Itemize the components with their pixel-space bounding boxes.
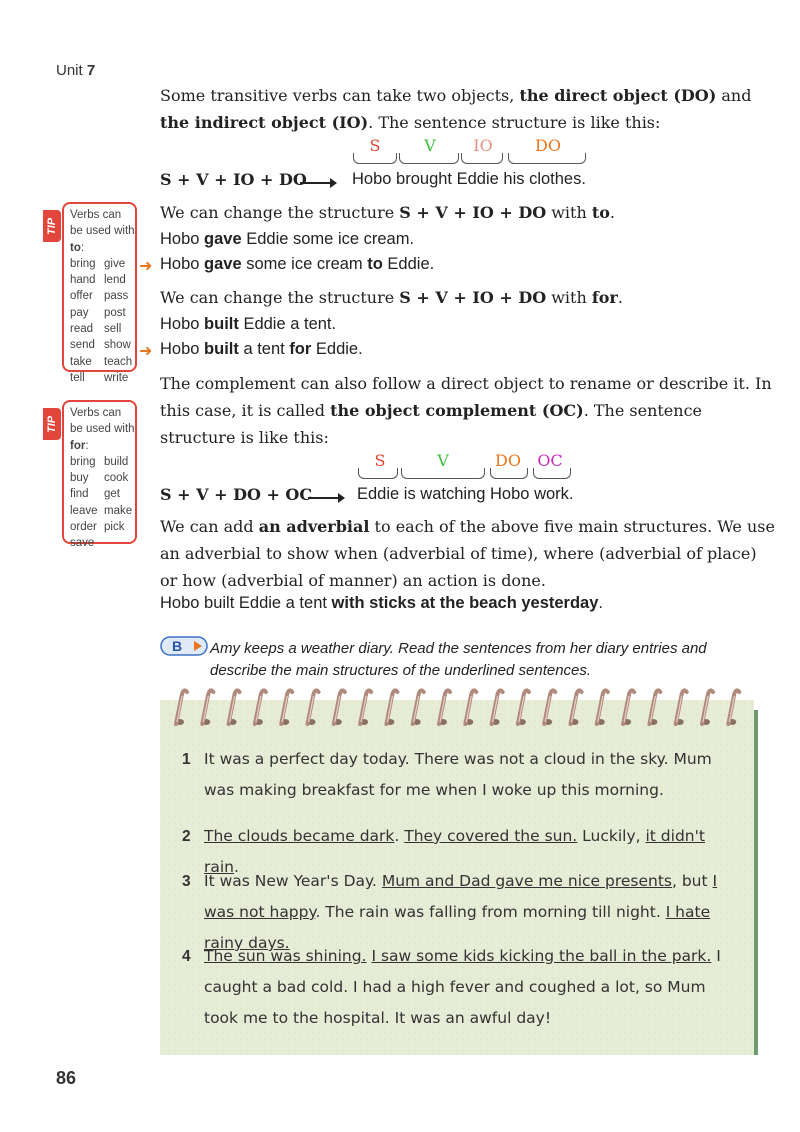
example-sentence: Eddie is watching Hobo work. <box>357 485 574 503</box>
tip-verb: save <box>70 537 95 550</box>
brace <box>358 468 398 479</box>
spiral-ring <box>281 690 292 725</box>
tip-verb: bring <box>70 455 96 468</box>
page-number: 86 <box>56 1068 77 1088</box>
tip-verb: teach <box>104 355 133 368</box>
example-sentence: Hobo brought Eddie his clothes. <box>352 170 586 188</box>
arrow-right-icon: ➜ <box>139 256 153 275</box>
exercise-instruction: Amy keeps a weather diary. Read the sentences from her diary entries and describe the main structures of the underlined sentences. <box>210 640 707 679</box>
for-example-1: Hobo built Eddie a tent. <box>160 315 337 333</box>
tip-verb: tell <box>70 371 85 384</box>
tip-verb: offer <box>70 290 93 303</box>
tip-verb: cook <box>104 472 129 485</box>
tip-verb: give <box>104 257 126 270</box>
label-do: DO <box>535 136 561 155</box>
label-io: IO <box>473 136 493 155</box>
spiral-ring <box>465 690 476 725</box>
brace <box>399 153 459 164</box>
spiral-ring <box>360 690 371 725</box>
tip-verb: pass <box>104 290 129 303</box>
spiral-ring <box>334 690 345 725</box>
spiral-ring <box>623 690 634 725</box>
spiral-binding <box>160 686 754 730</box>
to-intro: We can change the structure S + V + IO + DO with to. <box>160 203 615 222</box>
label-do: DO <box>495 451 521 470</box>
label-v: V <box>437 451 449 470</box>
label-s: S <box>369 136 381 155</box>
structure-formula: S + V + DO + OC <box>160 485 313 504</box>
tip-verb: read <box>70 323 94 336</box>
tip-verb: leave <box>70 504 98 517</box>
structure-formula: S + V + IO + DO <box>160 170 307 189</box>
brace <box>533 468 571 479</box>
intro-paragraph: Some transitive verbs can take two objects, the direct object (DO) and the indirect object (IO). The sentence structure is like this: <box>160 86 752 132</box>
brace <box>461 153 503 164</box>
label-s: S <box>374 451 386 470</box>
spiral-ring <box>492 690 503 725</box>
tip-verb: buy <box>70 472 89 485</box>
tip-verb: find <box>70 488 89 501</box>
adverbial-paragraph: We can add an adverbial to each of the above five main structures. We use an adverbial to show when (adverbial of time), where (adverbial of place) or how (adverbial of manner) an action is done. <box>160 517 775 590</box>
spiral-ring <box>202 690 213 725</box>
tip-verb: build <box>104 455 129 468</box>
tip-verb: show <box>104 339 131 352</box>
spiral-ring <box>597 690 608 725</box>
to-example-1: Hobo gave Eddie some ice cream. <box>160 230 415 248</box>
spiral-ring <box>413 690 424 725</box>
spiral-ring <box>571 690 582 725</box>
tip-verb: hand <box>70 274 96 287</box>
arrow-right-icon: ➜ <box>139 341 153 360</box>
spiral-ring <box>728 690 739 725</box>
for-example-2: Hobo built a tent for Eddie. <box>160 340 363 358</box>
tip-box-for <box>62 400 137 550</box>
brace <box>490 468 528 479</box>
arrow-icon <box>300 177 338 189</box>
label-v: V <box>424 136 436 155</box>
tip-verb: post <box>104 306 126 319</box>
brace <box>401 468 485 479</box>
spiral-ring <box>518 690 529 725</box>
svg-text:B: B <box>172 638 183 654</box>
tip-verb: make <box>104 504 133 517</box>
unit-heading: Unit 7 <box>56 62 96 79</box>
diary-entry-3: 3 It was New Year's Day. Mum and Dad gave me nice presents, but I was not happy. The rain was falling from morning till night. I hate rainy days. <box>182 872 718 952</box>
spiral-ring <box>229 690 240 725</box>
complement-paragraph: The complement can also follow a direct object to rename or describe it. In this case, it is called the object complement (OC). The sentence structure is like this: <box>160 374 772 447</box>
tip-box-to <box>62 202 137 384</box>
spiral-ring <box>308 690 319 725</box>
spiral-ring <box>544 690 555 725</box>
tip-verb: bring <box>70 257 96 270</box>
adverbial-example: Hobo built Eddie a tent with sticks at the beach yesterday. <box>160 594 604 612</box>
diary-entry-1: 1 It was a perfect day today. There was not a cloud in the sky. Mum was making breakfast for me when I woke up this morning. <box>182 750 712 799</box>
for-intro: We can change the structure S + V + IO + DO with for. <box>160 288 623 307</box>
tip-verb: order <box>70 521 97 534</box>
spiral-ring <box>702 690 713 725</box>
tip-verb: get <box>104 488 120 501</box>
tip-heading: Verbs can be used with for: <box>70 407 135 452</box>
brace <box>353 153 397 164</box>
spiral-ring <box>255 690 266 725</box>
tip-tag: TIP <box>43 210 61 242</box>
arrow-icon <box>308 492 346 504</box>
tip-heading: Verbs can be used with to: <box>70 209 135 254</box>
label-oc: OC <box>537 451 563 470</box>
spiral-ring <box>386 690 397 725</box>
tip-verb: pay <box>70 306 89 319</box>
brace <box>508 153 586 164</box>
to-example-2: Hobo gave some ice cream to Eddie. <box>160 255 435 273</box>
tip-verb: sell <box>104 323 122 336</box>
diary-entry-4: 4 The sun was shining. I saw some kids kicking the ball in the park. I caught a bad cold. I had a high fever and coughed a lot, so Mum took me to the hospital. It was an awful day! <box>182 947 721 1027</box>
tip-verb: send <box>70 339 95 352</box>
spiral-ring <box>649 690 660 725</box>
diary-entry-2: 2 The clouds became dark. They covered the sun. Luckily, it didn't rain. <box>182 827 705 876</box>
spiral-ring <box>439 690 450 725</box>
tip-verb: pick <box>104 521 125 534</box>
exercise-badge <box>160 636 208 656</box>
tip-verb: take <box>70 355 92 368</box>
spiral-ring <box>176 690 187 725</box>
tip-tag: TIP <box>43 408 61 440</box>
spiral-ring <box>676 690 687 725</box>
tip-verb: write <box>104 371 129 384</box>
tip-verb: lend <box>104 274 126 287</box>
